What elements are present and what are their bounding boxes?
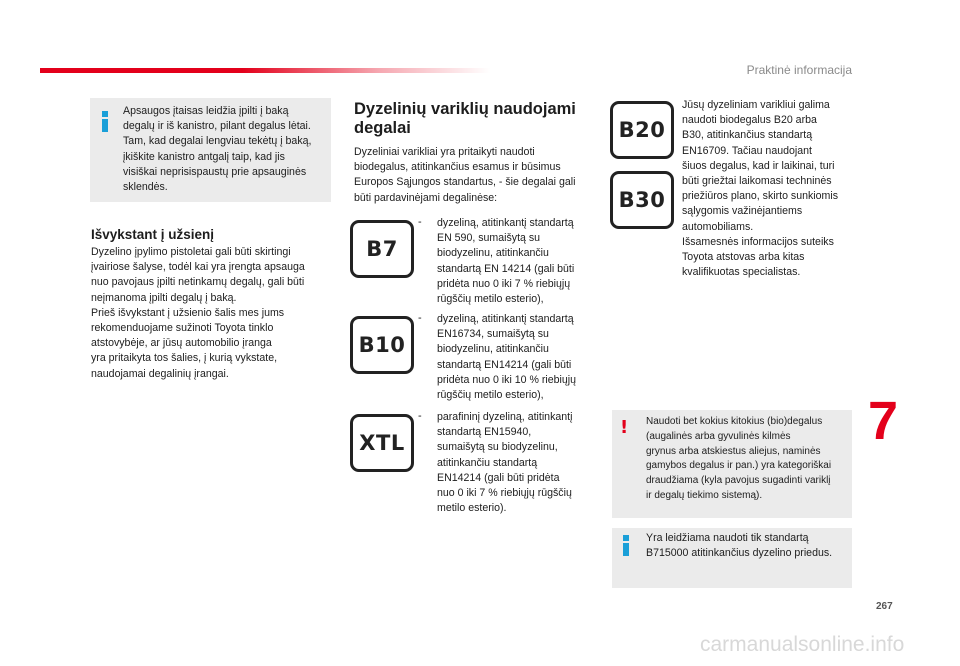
fuels-heading	[354, 100, 576, 138]
text-line: Prieš išvykstant į užsienio šalis mes jums	[91, 306, 285, 319]
text-line: būti griežtai laikomasi techninės	[682, 175, 832, 188]
text-line: naudoti biodegalus B20 arba	[682, 114, 817, 127]
b30-fuel-label-icon	[610, 171, 674, 229]
text-line: priežiūros plano, skirto sunkiomis	[682, 190, 839, 203]
info-icon	[621, 535, 630, 556]
text-line: Tam, kad degalai lengviau tekėtų į baką,	[123, 135, 312, 148]
text-line: automobiliams.	[682, 220, 754, 233]
text-line: šiuos degalus, kad ir laikinai, turi	[682, 159, 835, 172]
warning-box	[612, 410, 852, 518]
text-line: rūgščių metilo esterio),	[437, 389, 544, 402]
text-line: neįmanoma įpilti degalų į baką.	[91, 291, 237, 304]
text-line: įkiškite kanistro antgalį taip, kad jis	[123, 150, 285, 163]
text-line: (augalinės arba gyvulinės kilmės	[646, 430, 791, 442]
text-line: gamybos degalus ir pan.) yra kategoriškai	[646, 460, 832, 472]
text-line: B30, atitinkančius standartą	[682, 129, 813, 142]
info-icon	[100, 111, 109, 132]
list-dash: -	[418, 216, 422, 228]
fuels-intro	[354, 145, 599, 206]
text-line: pridėta nuo 0 iki 7 % riebiųjų	[437, 277, 571, 290]
text-line: nuo pavojaus įpilti netinkamų degalų, gali būti	[91, 276, 305, 289]
text-line: standartą EN 14214 (gali būti	[437, 262, 575, 275]
text-line: Apsaugos įtaisas leidžia įpilti į baką	[123, 105, 289, 117]
text-line: Dyzelino įpylimo pistoletai gali būti skirtingi	[91, 246, 291, 258]
b7-fuel-label-icon	[350, 220, 414, 278]
chapter-number: 7	[868, 391, 899, 451]
warning-icon: !	[620, 417, 629, 438]
text-line: visiškai neprisispaustų prie apsauginės	[123, 165, 307, 178]
badge-text: B30	[618, 188, 666, 212]
abroad-body	[91, 245, 336, 382]
text-line: EN16734, sumaišytą su	[437, 328, 549, 341]
b10-fuel-label-icon	[350, 316, 414, 374]
text-line: ir degalų tiekimo sistemą).	[646, 489, 763, 501]
fuel-item-b7	[437, 216, 597, 307]
warning-box-text	[646, 415, 850, 504]
text-line: standartą EN14214 (gali būti	[437, 358, 572, 371]
text-line: atstovybėje, ar jūsų automobilio įranga	[91, 337, 272, 350]
fuel-item-xtl	[437, 410, 597, 516]
text-line: EN 590, sumaišytą su	[437, 232, 541, 245]
text-line: Išsamesnės informacijos suteiks	[682, 235, 834, 248]
list-dash: -	[418, 312, 422, 324]
text-line: Yra leidžiama naudoti tik standartą	[646, 532, 809, 544]
text-line: dyzeliną, atitinkantį standartą	[437, 217, 574, 229]
b20-fuel-label-icon	[610, 101, 674, 159]
text-line: biodegalus, atitinkančius esamus ir būsimus	[354, 161, 561, 174]
abroad-heading: Išvykstant į užsienį	[91, 227, 215, 242]
text-line: parafininį dyzeliną, atitinkantį	[437, 411, 573, 423]
text-line: atitinkančiu standartą	[437, 456, 538, 469]
text-line: Jūsų dyzeliniam varikliui galima	[682, 99, 830, 111]
fuel-item-b10	[437, 312, 597, 403]
text-line: metilo esterio).	[437, 502, 507, 515]
info-box-text	[646, 531, 850, 561]
badge-text: B7	[366, 237, 398, 261]
text-line: biodyzelinu, atitinkančiu	[437, 343, 549, 356]
text-line: sumaišytą su biodyzelinu,	[437, 441, 558, 454]
text-line: įvairiose šalyse, todėl kai yra įrengta apsauga	[91, 261, 305, 274]
page-number: 267	[876, 601, 893, 612]
text-line: dyzeliną, atitinkantį standartą	[437, 313, 574, 325]
text-line: Dyzeliniai varikliai yra pritaikyti naudoti	[354, 146, 535, 158]
info-box-additives	[612, 528, 852, 588]
text-line: kvalifikuotas specialistas.	[682, 266, 801, 279]
text-line: standartą EN15940,	[437, 426, 532, 439]
badge-text: B10	[358, 333, 406, 357]
badge-text: XTL	[359, 431, 405, 455]
section-title: Praktinė informacija	[746, 63, 852, 77]
list-dash: -	[418, 410, 422, 422]
text-line: Naudoti bet kokius kitokius (bio)degalus	[646, 416, 823, 427]
text-line: naudojamai degalinių įrangai.	[91, 367, 229, 380]
text-line: rūgščių metilo esterio),	[437, 293, 544, 306]
text-line: B715000 atitinkančius dyzelino priedus.	[646, 547, 833, 560]
text-line: biodyzelinu, atitinkančiu	[437, 247, 549, 260]
text-line: grynus arba atskiestus aliejus, naminės	[646, 445, 821, 457]
heading-line: Dyzelinių variklių naudojami	[354, 100, 576, 118]
text-line: nuo 0 iki 7 % riebiųjų rūgščių	[437, 487, 572, 500]
text-line: EN16709. Tačiau naudojant	[682, 144, 812, 157]
text-line: būti pardavinėjami degalinėse:	[354, 191, 498, 204]
info-box-text	[123, 104, 329, 195]
header-accent-bar	[40, 68, 490, 73]
xtl-fuel-label-icon	[350, 414, 414, 472]
text-line: sąlygomis važinėjantiems	[682, 205, 803, 218]
text-line: rekomenduojame sužinoti Toyota tinklo	[91, 322, 274, 335]
text-line: draudžiama (kyla pavojus sugadinti variklį	[646, 475, 831, 487]
heading-line: degalai	[354, 119, 411, 137]
b20-b30-description	[682, 98, 860, 280]
text-line: sklendės.	[123, 181, 168, 194]
text-line: Europos Sąjungos standartus, - šie degalai gali	[354, 176, 576, 189]
text-line: yra pritaikyta tos šalies, į kurią vykstate,	[91, 352, 278, 365]
info-box-fuel-flap	[90, 98, 331, 202]
text-line: EN14214 (gali būti pridėta	[437, 471, 560, 484]
watermark-text: carmanualsonline.info	[700, 633, 905, 656]
text-line: degalų ir iš kanistro, pilant degalus lėtai.	[123, 120, 311, 133]
badge-text: B20	[618, 118, 666, 142]
text-line: Toyota atstovas arba kitas	[682, 251, 805, 264]
text-line: pridėta nuo 0 iki 10 % riebiųjų	[437, 373, 576, 386]
